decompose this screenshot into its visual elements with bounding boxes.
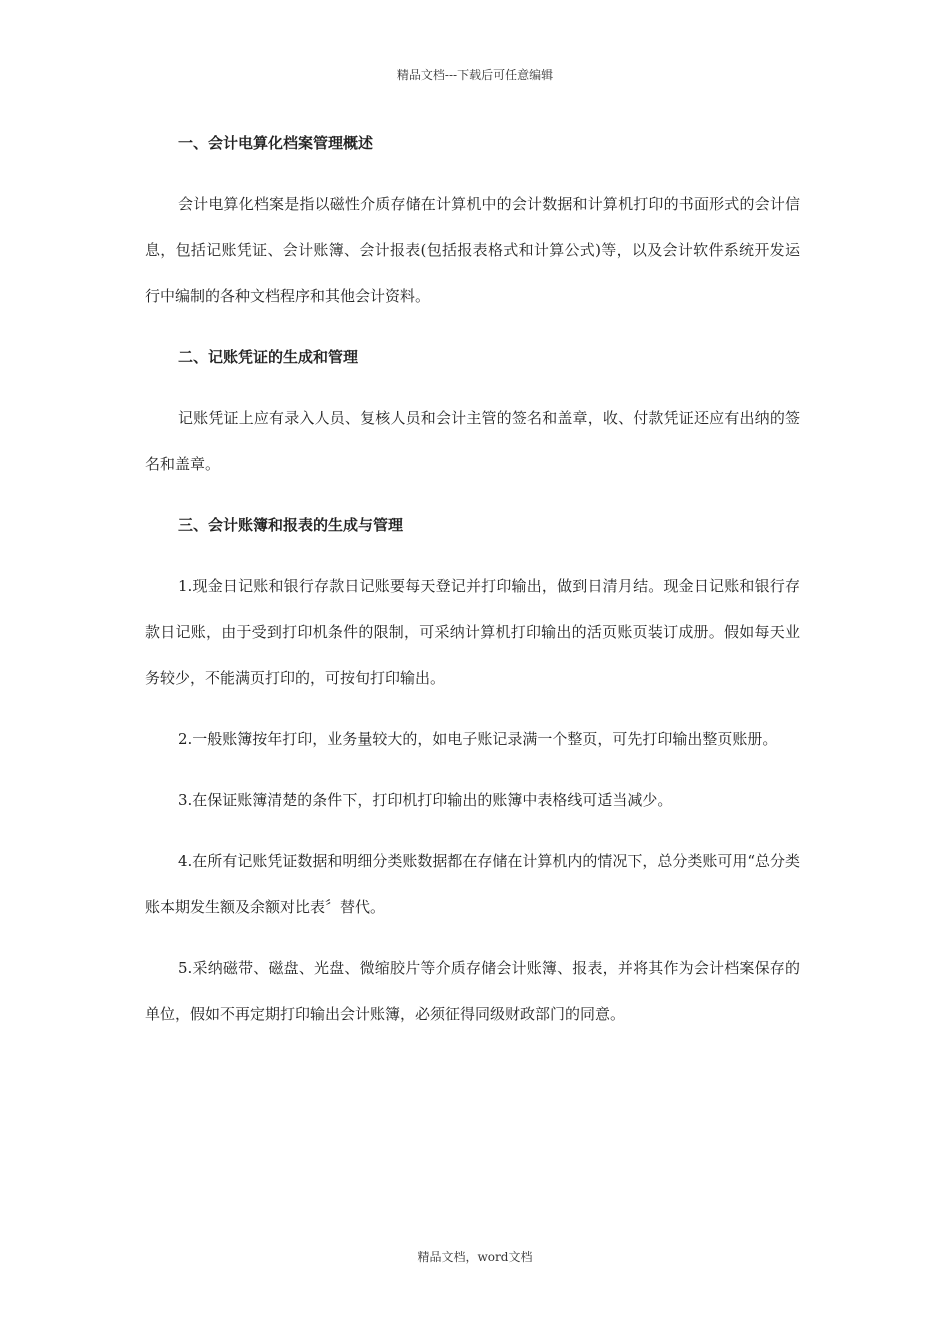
document-body <box>145 120 800 1052</box>
paragraph: 5.采纳磁带、磁盘、光盘、微缩胶片等介质存储会计账簿、报表，并将其作为会计档案保存的单位，假如不再定期打印输出会计账簿，必须征得同级财政部门的同意。 <box>145 959 800 1023</box>
paragraph: 会计电算化档案是指以磁性介质存储在计算机中的会计数据和计算机打印的书面形式的会计信息，包括记账凭证、会计账簿、会计报表(包括报表格式和计算公式)等，以及会计软件系统开发运行中编制的各种文档程序和其他会计资料。 <box>145 195 800 305</box>
paragraph: 1.现金日记账和银行存款日记账要每天登记并打印输出，做到日清月结。现金日记账和银行存款日记账，由于受到打印机条件的限制，可采纳计算机打印输出的活页账页装订成册。假如每天业务较少，不能满页打印的，可按旬打印输出。 <box>145 577 800 687</box>
paragraph: 2.一般账簿按年打印，业务量较大的，如电子账记录满一个整页，可先打印输出整页账册。 <box>178 730 778 748</box>
paragraph: 3.在保证账簿清楚的条件下，打印机打印输出的账簿中表格线可适当减少。 <box>178 791 673 809</box>
paragraph: 记账凭证上应有录入人员、复核人员和会计主管的签名和盖章，收、付款凭证还应有出纳的签名和盖章。 <box>145 409 800 473</box>
section-ledgers-reports <box>145 502 800 1037</box>
paragraph: 4.在所有记账凭证数据和明细分类账数据都在存储在计算机内的情况下，总分类账可用“总分类账本期发生额及余额对比表〞替代。 <box>145 852 800 916</box>
page-header: 精品文档---下载后可任意编辑 <box>396 68 554 82</box>
section-heading: 三、会计账簿和报表的生成与管理 <box>178 516 404 534</box>
section-vouchers <box>145 334 800 487</box>
section-heading: 二、记账凭证的生成和管理 <box>178 348 359 366</box>
section-heading: 一、会计电算化档案管理概述 <box>178 134 374 152</box>
page-footer: 精品文档，word文档 <box>417 1250 533 1264</box>
section-overview <box>145 120 800 319</box>
